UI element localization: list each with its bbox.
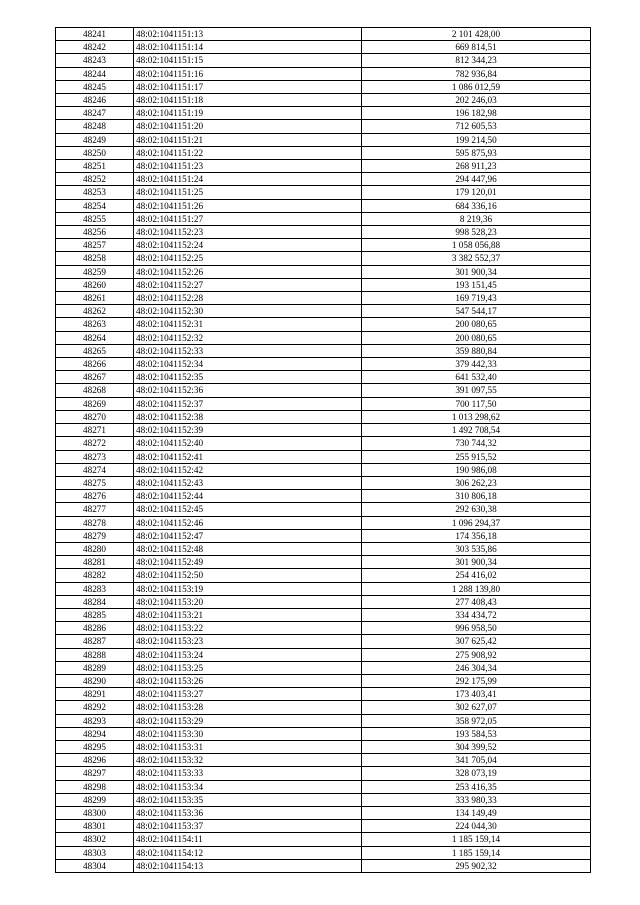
table-row	[56, 450, 591, 463]
table-row	[56, 252, 591, 265]
cadastral-value-cell: 641 532,40	[362, 371, 591, 384]
cadastral-number-cell: 48:02:1041152:24	[134, 239, 362, 252]
table-row	[56, 358, 591, 371]
cadastral-value-cell: 684 336,16	[362, 199, 591, 212]
table-row	[56, 160, 591, 173]
cadastral-value-cell: 169 719,43	[362, 292, 591, 305]
cadastral-number-cell: 48:02:1041153:29	[134, 714, 362, 727]
table-row	[56, 714, 591, 727]
table-row	[56, 437, 591, 450]
row-number-cell: 48274	[56, 463, 134, 476]
table-row	[56, 582, 591, 595]
cadastral-number-cell: 48:02:1041152:42	[134, 463, 362, 476]
table-row	[56, 490, 591, 503]
cadastral-number-cell: 48:02:1041151:27	[134, 212, 362, 225]
row-number-cell: 48268	[56, 384, 134, 397]
cadastral-value-cell: 1 058 056,88	[362, 239, 591, 252]
cadastral-number-cell: 48:02:1041153:24	[134, 648, 362, 661]
row-number-cell: 48259	[56, 265, 134, 278]
row-number-cell: 48287	[56, 635, 134, 648]
cadastral-value-cell: 712 605,53	[362, 120, 591, 133]
cadastral-number-cell: 48:02:1041153:26	[134, 674, 362, 687]
row-number-cell: 48242	[56, 41, 134, 54]
cadastral-number-cell: 48:02:1041153:28	[134, 701, 362, 714]
table-row	[56, 331, 591, 344]
cadastral-number-cell: 48:02:1041153:25	[134, 661, 362, 674]
cadastral-value-cell: 179 120,01	[362, 186, 591, 199]
row-number-cell: 48290	[56, 674, 134, 687]
table-row	[56, 608, 591, 621]
table-row	[56, 384, 591, 397]
cadastral-value-cell: 255 915,52	[362, 450, 591, 463]
cadastral-number-cell: 48:02:1041151:13	[134, 28, 362, 41]
cadastral-value-cell: 8 219,36	[362, 212, 591, 225]
cadastral-number-cell: 48:02:1041153:33	[134, 767, 362, 780]
cadastral-value-cell: 379 442,33	[362, 358, 591, 371]
table-row	[56, 476, 591, 489]
cadastral-number-cell: 48:02:1041152:33	[134, 344, 362, 357]
row-number-cell: 48280	[56, 542, 134, 555]
table-row	[56, 688, 591, 701]
table-row	[56, 120, 591, 133]
table-row	[56, 846, 591, 859]
row-number-cell: 48245	[56, 80, 134, 93]
row-number-cell: 48283	[56, 582, 134, 595]
cadastral-value-cell: 1 013 298,62	[362, 410, 591, 423]
cadastral-number-cell: 48:02:1041152:37	[134, 397, 362, 410]
cadastral-number-cell: 48:02:1041152:32	[134, 331, 362, 344]
cadastral-value-cell: 173 403,41	[362, 688, 591, 701]
cadastral-value-cell: 254 416,02	[362, 569, 591, 582]
cadastral-number-cell: 48:02:1041153:22	[134, 622, 362, 635]
row-number-cell: 48298	[56, 780, 134, 793]
cadastral-number-cell: 48:02:1041153:32	[134, 754, 362, 767]
cadastral-value-cell: 190 986,08	[362, 463, 591, 476]
row-number-cell: 48250	[56, 146, 134, 159]
cadastral-value-cell: 334 434,72	[362, 608, 591, 621]
cadastral-value-cell: 1 492 708,54	[362, 424, 591, 437]
row-number-cell: 48281	[56, 556, 134, 569]
table-row	[56, 503, 591, 516]
table-row	[56, 542, 591, 555]
cadastral-value-cell: 1 288 139,80	[362, 582, 591, 595]
cadastral-number-cell: 48:02:1041153:31	[134, 740, 362, 753]
table-row	[56, 305, 591, 318]
cadastral-value-cell: 301 900,34	[362, 265, 591, 278]
table-row	[56, 767, 591, 780]
cadastral-number-cell: 48:02:1041153:35	[134, 793, 362, 806]
cadastral-value-cell: 292 175,99	[362, 674, 591, 687]
row-number-cell: 48299	[56, 793, 134, 806]
table-row	[56, 516, 591, 529]
cadastral-number-cell: 48:02:1041151:25	[134, 186, 362, 199]
cadastral-value-cell: 996 958,50	[362, 622, 591, 635]
cadastral-number-cell: 48:02:1041153:37	[134, 820, 362, 833]
cadastral-value-cell: 193 584,53	[362, 727, 591, 740]
cadastral-number-cell: 48:02:1041152:38	[134, 410, 362, 423]
row-number-cell: 48267	[56, 371, 134, 384]
cadastral-value-cell: 310 806,18	[362, 490, 591, 503]
row-number-cell: 48248	[56, 120, 134, 133]
cadastral-value-cell: 246 304,34	[362, 661, 591, 674]
cadastral-value-cell: 700 117,50	[362, 397, 591, 410]
row-number-cell: 48263	[56, 318, 134, 331]
table-row	[56, 556, 591, 569]
table-row	[56, 820, 591, 833]
cadastral-value-cell: 547 544,17	[362, 305, 591, 318]
cadastral-value-cell: 2 101 428,00	[362, 28, 591, 41]
cadastral-value-table	[55, 27, 591, 873]
cadastral-number-cell: 48:02:1041152:31	[134, 318, 362, 331]
table-row	[56, 701, 591, 714]
cadastral-value-cell: 292 630,38	[362, 503, 591, 516]
row-number-cell: 48258	[56, 252, 134, 265]
cadastral-number-cell: 48:02:1041151:19	[134, 107, 362, 120]
row-number-cell: 48254	[56, 199, 134, 212]
table-row	[56, 859, 591, 872]
table-row	[56, 212, 591, 225]
table-row	[56, 806, 591, 819]
cadastral-value-cell: 812 344,23	[362, 54, 591, 67]
row-number-cell: 48255	[56, 212, 134, 225]
cadastral-number-cell: 48:02:1041151:22	[134, 146, 362, 159]
cadastral-number-cell: 48:02:1041153:23	[134, 635, 362, 648]
table-row	[56, 410, 591, 423]
row-number-cell: 48286	[56, 622, 134, 635]
cadastral-value-cell: 998 528,23	[362, 226, 591, 239]
cadastral-number-cell: 48:02:1041152:46	[134, 516, 362, 529]
cadastral-value-cell: 1 086 012,59	[362, 80, 591, 93]
cadastral-number-cell: 48:02:1041153:19	[134, 582, 362, 595]
cadastral-value-cell: 199 214,50	[362, 133, 591, 146]
row-number-cell: 48244	[56, 67, 134, 80]
row-number-cell: 48271	[56, 424, 134, 437]
cadastral-value-cell: 303 535,86	[362, 542, 591, 555]
table-row	[56, 833, 591, 846]
row-number-cell: 48300	[56, 806, 134, 819]
cadastral-value-cell: 196 182,98	[362, 107, 591, 120]
table-row	[56, 780, 591, 793]
cadastral-value-cell: 301 900,34	[362, 556, 591, 569]
cadastral-number-cell: 48:02:1041154:13	[134, 859, 362, 872]
cadastral-number-cell: 48:02:1041151:15	[134, 54, 362, 67]
cadastral-value-cell: 359 880,84	[362, 344, 591, 357]
cadastral-number-cell: 48:02:1041152:25	[134, 252, 362, 265]
row-number-cell: 48288	[56, 648, 134, 661]
row-number-cell: 48253	[56, 186, 134, 199]
cadastral-number-cell: 48:02:1041152:34	[134, 358, 362, 371]
cadastral-number-cell: 48:02:1041151:26	[134, 199, 362, 212]
cadastral-number-cell: 48:02:1041153:27	[134, 688, 362, 701]
table-row	[56, 529, 591, 542]
row-number-cell: 48264	[56, 331, 134, 344]
cadastral-value-cell: 202 246,03	[362, 94, 591, 107]
cadastral-value-cell: 268 911,23	[362, 160, 591, 173]
table-row	[56, 344, 591, 357]
row-number-cell: 48292	[56, 701, 134, 714]
cadastral-number-cell: 48:02:1041152:30	[134, 305, 362, 318]
cadastral-number-cell: 48:02:1041152:41	[134, 450, 362, 463]
table-row	[56, 133, 591, 146]
row-number-cell: 48256	[56, 226, 134, 239]
row-number-cell: 48276	[56, 490, 134, 503]
cadastral-number-cell: 48:02:1041151:23	[134, 160, 362, 173]
cadastral-number-cell: 48:02:1041153:36	[134, 806, 362, 819]
table-row	[56, 635, 591, 648]
table-row	[56, 371, 591, 384]
table-row	[56, 107, 591, 120]
row-number-cell: 48302	[56, 833, 134, 846]
row-number-cell: 48282	[56, 569, 134, 582]
table-row	[56, 569, 591, 582]
row-number-cell: 48270	[56, 410, 134, 423]
cadastral-value-cell: 3 382 552,37	[362, 252, 591, 265]
table-row	[56, 622, 591, 635]
cadastral-number-cell: 48:02:1041154:12	[134, 846, 362, 859]
table-row	[56, 94, 591, 107]
cadastral-number-cell: 48:02:1041151:20	[134, 120, 362, 133]
row-number-cell: 48296	[56, 754, 134, 767]
cadastral-value-cell: 294 447,96	[362, 173, 591, 186]
table-row	[56, 67, 591, 80]
cadastral-number-cell: 48:02:1041151:17	[134, 80, 362, 93]
cadastral-value-cell: 328 073,19	[362, 767, 591, 780]
cadastral-number-cell: 48:02:1041151:21	[134, 133, 362, 146]
row-number-cell: 48297	[56, 767, 134, 780]
cadastral-value-cell: 1 185 159,14	[362, 846, 591, 859]
cadastral-number-cell: 48:02:1041152:48	[134, 542, 362, 555]
table-row	[56, 397, 591, 410]
cadastral-number-cell: 48:02:1041152:47	[134, 529, 362, 542]
cadastral-value-cell: 304 399,52	[362, 740, 591, 753]
row-number-cell: 48279	[56, 529, 134, 542]
cadastral-value-cell: 295 902,32	[362, 859, 591, 872]
table-row	[56, 292, 591, 305]
table-row	[56, 54, 591, 67]
cadastral-number-cell: 48:02:1041152:27	[134, 278, 362, 291]
cadastral-number-cell: 48:02:1041152:40	[134, 437, 362, 450]
row-number-cell: 48261	[56, 292, 134, 305]
row-number-cell: 48284	[56, 595, 134, 608]
cadastral-number-cell: 48:02:1041151:18	[134, 94, 362, 107]
row-number-cell: 48301	[56, 820, 134, 833]
table-row	[56, 754, 591, 767]
table-row	[56, 186, 591, 199]
row-number-cell: 48278	[56, 516, 134, 529]
cadastral-number-cell: 48:02:1041152:35	[134, 371, 362, 384]
cadastral-value-cell: 134 149,49	[362, 806, 591, 819]
cadastral-number-cell: 48:02:1041152:36	[134, 384, 362, 397]
row-number-cell: 48289	[56, 661, 134, 674]
cadastral-value-cell: 782 936,84	[362, 67, 591, 80]
row-number-cell: 48272	[56, 437, 134, 450]
table-row	[56, 424, 591, 437]
cadastral-number-cell: 48:02:1041152:44	[134, 490, 362, 503]
cadastral-number-cell: 48:02:1041153:34	[134, 780, 362, 793]
cadastral-number-cell: 48:02:1041152:45	[134, 503, 362, 516]
cadastral-value-cell: 275 908,92	[362, 648, 591, 661]
cadastral-number-cell: 48:02:1041152:23	[134, 226, 362, 239]
row-number-cell: 48293	[56, 714, 134, 727]
table-row	[56, 661, 591, 674]
cadastral-value-cell: 358 972,05	[362, 714, 591, 727]
cadastral-number-cell: 48:02:1041153:30	[134, 727, 362, 740]
row-number-cell: 48266	[56, 358, 134, 371]
cadastral-value-cell: 200 080,65	[362, 318, 591, 331]
table-row	[56, 226, 591, 239]
cadastral-value-cell: 306 262,23	[362, 476, 591, 489]
row-number-cell: 48257	[56, 239, 134, 252]
row-number-cell: 48246	[56, 94, 134, 107]
row-number-cell: 48243	[56, 54, 134, 67]
cadastral-value-cell: 200 080,65	[362, 331, 591, 344]
table-row	[56, 199, 591, 212]
row-number-cell: 48295	[56, 740, 134, 753]
cadastral-number-cell: 48:02:1041151:14	[134, 41, 362, 54]
cadastral-number-cell: 48:02:1041152:49	[134, 556, 362, 569]
row-number-cell: 48260	[56, 278, 134, 291]
table-body	[56, 28, 591, 873]
row-number-cell: 48285	[56, 608, 134, 621]
cadastral-number-cell: 48:02:1041152:50	[134, 569, 362, 582]
cadastral-value-cell: 730 744,32	[362, 437, 591, 450]
table-row	[56, 278, 591, 291]
cadastral-value-cell: 307 625,42	[362, 635, 591, 648]
table-row	[56, 239, 591, 252]
cadastral-value-cell: 277 408,43	[362, 595, 591, 608]
cadastral-number-cell: 48:02:1041152:28	[134, 292, 362, 305]
table-row	[56, 595, 591, 608]
cadastral-value-cell: 253 416,35	[362, 780, 591, 793]
row-number-cell: 48252	[56, 173, 134, 186]
cadastral-number-cell: 48:02:1041151:24	[134, 173, 362, 186]
row-number-cell: 48249	[56, 133, 134, 146]
cadastral-value-cell: 595 875,93	[362, 146, 591, 159]
table-row	[56, 648, 591, 661]
cadastral-value-cell: 174 356,18	[362, 529, 591, 542]
row-number-cell: 48304	[56, 859, 134, 872]
row-number-cell: 48247	[56, 107, 134, 120]
row-number-cell: 48262	[56, 305, 134, 318]
row-number-cell: 48303	[56, 846, 134, 859]
row-number-cell: 48269	[56, 397, 134, 410]
table-row	[56, 80, 591, 93]
table-row	[56, 265, 591, 278]
cadastral-value-cell: 193 151,45	[362, 278, 591, 291]
table-row	[56, 318, 591, 331]
cadastral-number-cell: 48:02:1041152:43	[134, 476, 362, 489]
table-row	[56, 173, 591, 186]
cadastral-value-cell: 391 097,55	[362, 384, 591, 397]
cadastral-value-cell: 302 627,07	[362, 701, 591, 714]
cadastral-value-cell: 333 980,33	[362, 793, 591, 806]
table-row	[56, 146, 591, 159]
table-row	[56, 674, 591, 687]
cadastral-value-cell: 224 044,30	[362, 820, 591, 833]
cadastral-number-cell: 48:02:1041152:26	[134, 265, 362, 278]
row-number-cell: 48291	[56, 688, 134, 701]
table-row	[56, 740, 591, 753]
row-number-cell: 48251	[56, 160, 134, 173]
cadastral-number-cell: 48:02:1041151:16	[134, 67, 362, 80]
table-row	[56, 28, 591, 41]
cadastral-value-cell: 669 814,51	[362, 41, 591, 54]
cadastral-number-cell: 48:02:1041152:39	[134, 424, 362, 437]
cadastral-number-cell: 48:02:1041154:11	[134, 833, 362, 846]
table-row	[56, 793, 591, 806]
row-number-cell: 48275	[56, 476, 134, 489]
table-row	[56, 727, 591, 740]
cadastral-value-cell: 1 185 159,14	[362, 833, 591, 846]
cadastral-number-cell: 48:02:1041153:21	[134, 608, 362, 621]
cadastral-value-cell: 1 096 294,37	[362, 516, 591, 529]
table-row	[56, 41, 591, 54]
row-number-cell: 48277	[56, 503, 134, 516]
table-row	[56, 463, 591, 476]
row-number-cell: 48294	[56, 727, 134, 740]
row-number-cell: 48273	[56, 450, 134, 463]
cadastral-value-cell: 341 705,04	[362, 754, 591, 767]
row-number-cell: 48241	[56, 28, 134, 41]
row-number-cell: 48265	[56, 344, 134, 357]
cadastral-number-cell: 48:02:1041153:20	[134, 595, 362, 608]
